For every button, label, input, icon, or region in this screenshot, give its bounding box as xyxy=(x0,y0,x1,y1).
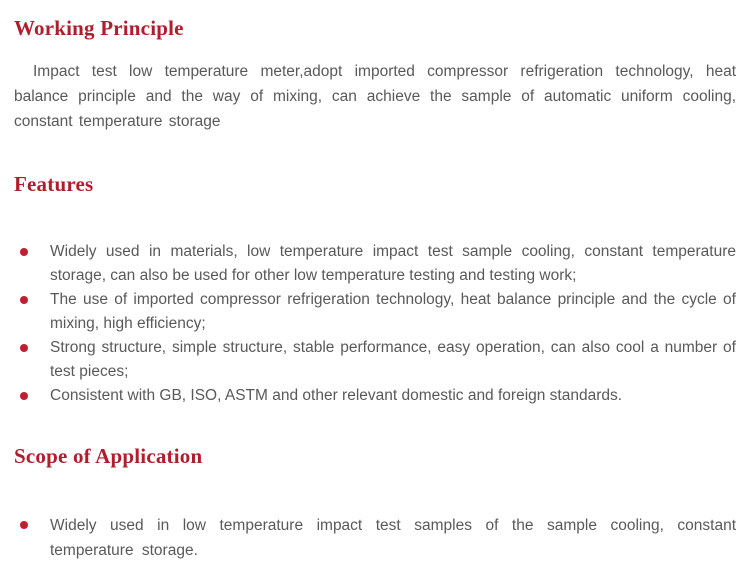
list-item xyxy=(14,513,736,563)
scope-of-application-heading: Scope of Application xyxy=(14,444,203,468)
list-item-text: The use of imported compressor refrigeration technology, heat balance principle and the cycle of mixing, high efficiency; xyxy=(50,291,736,332)
bullet-dot-icon xyxy=(20,344,28,352)
list-item-text: Widely used in low temperature impact test samples of the sample cooling, constant temperature storage. xyxy=(50,517,736,559)
list-item xyxy=(14,336,736,384)
bullet-dot-icon xyxy=(20,248,28,256)
list-item-text: Widely used in materials, low temperature impact test sample cooling, constant temperature storage, can also be used for other low temperature testing and testing work; xyxy=(50,243,736,284)
list-item xyxy=(14,384,736,408)
scope-of-application-list xyxy=(14,513,736,563)
list-item-text: Consistent with GB, ISO, ASTM and other relevant domestic and foreign standards. xyxy=(50,387,623,404)
working-principle-heading: Working Principle xyxy=(14,16,184,40)
features-heading: Features xyxy=(14,172,94,196)
bullet-dot-icon xyxy=(20,521,28,529)
list-item-text: Strong structure, simple structure, stable performance, easy operation, can also cool a number of test pieces; xyxy=(50,339,736,380)
features-list xyxy=(14,240,736,408)
bullet-dot-icon xyxy=(20,296,28,304)
bullet-dot-icon xyxy=(20,392,28,400)
list-item xyxy=(14,240,736,288)
working-principle-paragraph: Impact test low temperature meter,adopt imported compressor refrigeration technology, heat balance principle and the way of mixing, can achieve the sample of automatic uniform cooling, constant temperature storage xyxy=(14,63,736,130)
list-item xyxy=(14,288,736,336)
